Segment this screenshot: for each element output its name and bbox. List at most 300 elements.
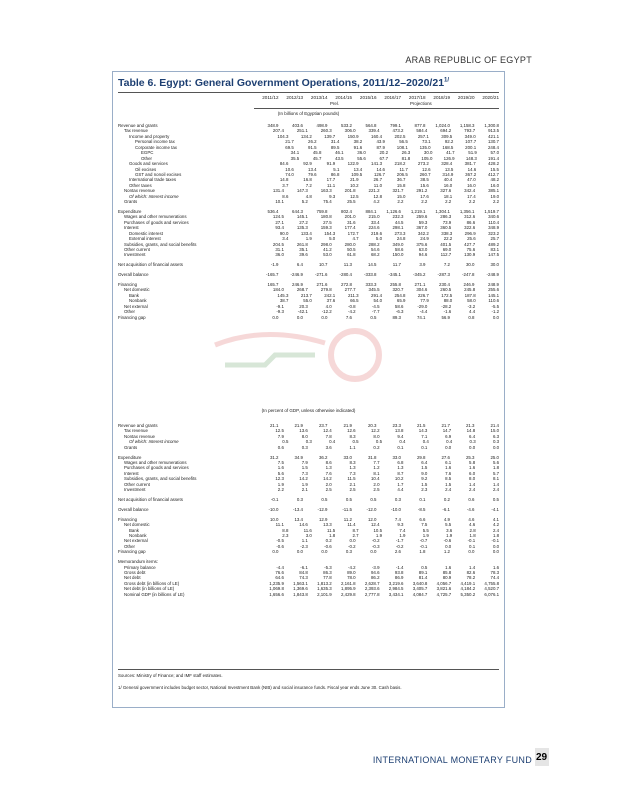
table-cell: 9.2 bbox=[421, 476, 428, 482]
table-cell: 141.3 bbox=[371, 161, 383, 167]
table-cell: 3.6 bbox=[446, 527, 453, 533]
table-cell: 88.0 bbox=[443, 298, 453, 304]
table-cell: 24.9 bbox=[420, 236, 429, 242]
table-cell: 12.3 bbox=[275, 476, 284, 482]
table-cell: 26.7 bbox=[373, 177, 383, 183]
table-cell: 67.7 bbox=[379, 155, 389, 161]
table-cell: -1.4 bbox=[395, 564, 404, 570]
table-cell: 1.9 bbox=[301, 481, 308, 487]
table-cell: 86.6 bbox=[466, 219, 476, 225]
table-cell: -12.9 bbox=[317, 506, 328, 512]
preliminary-label: Prel. bbox=[330, 101, 340, 106]
row-label: Wages and other remunerations bbox=[124, 460, 187, 466]
table-cell: 1.8 bbox=[419, 549, 426, 555]
table-cell: 533.2 bbox=[341, 123, 352, 128]
table-cell: 33.0 bbox=[343, 454, 352, 460]
table-cell: 1,813.2 bbox=[317, 580, 332, 586]
table-cell: 412.7 bbox=[487, 171, 499, 177]
table-cell: 5.0 bbox=[329, 236, 336, 242]
table-cell: 4,725.7 bbox=[436, 591, 452, 597]
table-cell: 4,184.2 bbox=[460, 586, 476, 592]
table-cell: -9.1 bbox=[276, 303, 284, 309]
table-cell: 92.9 bbox=[303, 161, 312, 167]
table-cell: 91.6 bbox=[353, 144, 363, 150]
table-cell: -0.3 bbox=[371, 543, 380, 549]
table-cell: 1.7 bbox=[397, 481, 404, 487]
table-cell: -0.2 bbox=[348, 543, 356, 549]
table-cell: 2.5 bbox=[349, 487, 356, 493]
table-cell: -0.5 bbox=[276, 538, 284, 544]
table-cell: 251.1 bbox=[296, 128, 308, 134]
row-label: Of which: Interest income bbox=[129, 193, 179, 199]
table-cell: 12.8 bbox=[373, 193, 383, 199]
table-cell: 2.2 bbox=[469, 199, 476, 205]
table-cell: 1.6 bbox=[492, 564, 500, 570]
table-row bbox=[118, 445, 499, 450]
table-cell: 172.7 bbox=[347, 230, 359, 236]
table-cell: 1,635.3 bbox=[317, 586, 332, 592]
table-cell: 6.8 bbox=[397, 460, 404, 466]
table-cell: 11.3 bbox=[343, 262, 352, 268]
table-cell: 884.1 bbox=[365, 208, 377, 214]
table-cell: 20.2 bbox=[379, 150, 389, 156]
table-cell: 131.4 bbox=[272, 188, 284, 194]
row-label: Revenue and grants bbox=[118, 423, 158, 428]
table-cell: 18.1 bbox=[443, 193, 453, 199]
table-cell: 112.7 bbox=[440, 252, 452, 258]
table-cell: 1.9 bbox=[399, 533, 406, 538]
table-cell: 1.1 bbox=[349, 444, 356, 450]
page-number: 29 bbox=[536, 752, 548, 763]
table-cell: 1.5 bbox=[301, 465, 308, 471]
table-cell: 12.4 bbox=[323, 428, 332, 434]
table-cell: 55.6 bbox=[357, 155, 366, 161]
table-cell: 104.3 bbox=[277, 133, 289, 139]
table-cell: 15.6 bbox=[420, 182, 429, 188]
table-cell: 799.1 bbox=[390, 123, 401, 128]
table-row bbox=[118, 487, 499, 492]
table-cell: -11.5 bbox=[342, 506, 352, 512]
table-cell: 2,984.5 bbox=[388, 586, 404, 592]
table-cell: 46.1 bbox=[335, 150, 344, 156]
table-cell: 85.8 bbox=[442, 570, 452, 576]
table-cell: 1.8 bbox=[492, 465, 500, 471]
table-cell: 255.8 bbox=[390, 281, 401, 287]
table-cell: 1,300.8 bbox=[484, 123, 499, 128]
table-cell: 759.8 bbox=[316, 208, 328, 214]
table-cell: 63.0 bbox=[418, 247, 428, 253]
table-cell: 21.3 bbox=[465, 423, 475, 428]
table-cell: 0.2 bbox=[373, 444, 380, 450]
table-cell: 2.5 bbox=[325, 487, 332, 493]
table-cell: 4.1 bbox=[492, 516, 499, 522]
table-cell: -28.2 bbox=[441, 303, 452, 309]
table-cell: -1.9 bbox=[270, 262, 279, 268]
table-cell: 6,076.1 bbox=[484, 591, 500, 597]
table-cell: -271.6 bbox=[315, 272, 328, 278]
table-cell: 1,895.9 bbox=[340, 586, 356, 592]
table-cell: 793.7 bbox=[464, 128, 476, 134]
table-cell: 10.6 bbox=[285, 166, 294, 172]
table-cell: 1.5 bbox=[421, 481, 428, 487]
table-cell: 2.2 bbox=[277, 487, 284, 493]
table-cell: -4.2 bbox=[348, 564, 356, 570]
table-cell: 21.1 bbox=[269, 423, 279, 428]
table-cell: 57.0 bbox=[490, 150, 500, 156]
table-cell: 0.3 bbox=[301, 444, 308, 450]
table-cell: 23.7 bbox=[318, 423, 328, 428]
column-year-headers bbox=[254, 95, 499, 100]
table-cell: 7.2 bbox=[443, 262, 450, 268]
table-cell: 23.3 bbox=[392, 423, 401, 428]
table-cell: 56.5 bbox=[399, 139, 408, 145]
table-cell: 2,393.6 bbox=[364, 586, 380, 592]
table-cell: 10.5 bbox=[373, 527, 383, 533]
table-cell: 0.1 bbox=[419, 497, 426, 503]
table-cell: 10.4 bbox=[370, 476, 380, 482]
row-label: Income and property bbox=[129, 133, 170, 139]
table-cell: 105.0 bbox=[421, 155, 433, 161]
table-cell: 0.0 bbox=[492, 444, 500, 450]
table-cell: 2,429.8 bbox=[340, 591, 356, 597]
table-cell: 232.3 bbox=[392, 214, 404, 220]
table-cell: 1.8 bbox=[329, 533, 336, 538]
row-values bbox=[254, 272, 499, 277]
table-cell: 74.4 bbox=[490, 575, 500, 581]
sources-note: Sources: Ministry of Finance; and IMF staff estimates. bbox=[118, 673, 223, 678]
table-cell: 1,219.1 bbox=[410, 208, 426, 214]
table-cell: 1.4 bbox=[469, 481, 476, 487]
table-cell: 130.9 bbox=[464, 252, 476, 258]
table-cell: 309.5 bbox=[441, 133, 453, 139]
table-cell: 5.2 bbox=[301, 199, 308, 205]
column-year-header: 2019/20 bbox=[457, 95, 475, 100]
table-cell: 108.1 bbox=[396, 144, 408, 150]
table-cell: 94.6 bbox=[370, 570, 380, 576]
table-cell: 339.4 bbox=[368, 128, 380, 134]
column-year-header: 2013/14 bbox=[310, 95, 328, 100]
row-label: Investment bbox=[124, 252, 146, 258]
table-cell: 75.4 bbox=[323, 199, 332, 205]
table-cell: 122.9 bbox=[347, 161, 359, 167]
table-cell: 89.1 bbox=[418, 570, 428, 576]
table-cell: 5.0 bbox=[375, 236, 383, 242]
table-cell: -1.6 bbox=[443, 309, 452, 315]
table-cell: 124.5 bbox=[272, 214, 284, 220]
table-cell: 1.3 bbox=[397, 465, 404, 471]
table-cell: 148.3 bbox=[465, 155, 477, 161]
table-cell: 367.2 bbox=[465, 171, 477, 177]
table-cell: 110.4 bbox=[488, 219, 500, 225]
table-cell: -4.2 bbox=[348, 309, 356, 315]
table-cell: -12.0 bbox=[366, 506, 377, 512]
table-cell: 3.9 bbox=[419, 262, 426, 268]
table-cell: 25.6 bbox=[467, 236, 476, 242]
running-header-country: ARAB REPUBLIC OF EGYPT bbox=[405, 55, 532, 65]
table-cell: 255.6 bbox=[488, 287, 500, 293]
table-cell: 13.5 bbox=[444, 166, 454, 172]
row-label: Domestic interest bbox=[129, 230, 163, 236]
table-cell: 160.4 bbox=[371, 133, 383, 139]
table-cell: 5.6 bbox=[492, 460, 500, 466]
table-cell: 41.7 bbox=[446, 150, 455, 156]
table-cell: 31.1 bbox=[275, 247, 284, 253]
table-section-gdp bbox=[118, 423, 499, 597]
table-cell: 43.9 bbox=[376, 139, 385, 145]
table-cell: 27.6 bbox=[441, 454, 450, 460]
table-cell: 4,419.1 bbox=[460, 580, 476, 586]
table-cell: 7.9 bbox=[277, 433, 284, 439]
table-cell: 7.3 bbox=[349, 470, 356, 476]
table-cell: 21.7 bbox=[441, 423, 450, 428]
table-cell: 1.8 bbox=[469, 533, 476, 538]
table-cell: 154.3 bbox=[324, 230, 336, 236]
table-cell: 134.2 bbox=[300, 133, 312, 139]
table-cell: 8.1 bbox=[373, 470, 380, 476]
table-cell: 342.4 bbox=[464, 188, 476, 194]
table-cell: -0.1 bbox=[270, 497, 279, 503]
table-cell: 333.3 bbox=[365, 281, 377, 287]
table-cell: 0.5 bbox=[370, 497, 377, 503]
table-cell: 0.1 bbox=[397, 444, 404, 450]
row-label: Interest bbox=[124, 470, 139, 476]
table-cell: 36.0 bbox=[275, 252, 284, 258]
table-cell: -6.1 bbox=[442, 506, 450, 512]
table-cell: 10.1 bbox=[275, 199, 284, 205]
table-cell: 2,628.7 bbox=[364, 580, 380, 586]
table-cell: 877.8 bbox=[414, 123, 426, 128]
row-label: Tax revenue bbox=[124, 428, 148, 434]
unit-label-billions: (In billions of Egyptian pounds) bbox=[277, 111, 340, 116]
table-cell: 2.4 bbox=[492, 527, 500, 533]
table-cell: 47.0 bbox=[467, 177, 476, 183]
footer-rule bbox=[118, 669, 499, 670]
row-label: Investment bbox=[124, 487, 146, 493]
table-cell: 84.6 bbox=[279, 161, 289, 167]
table-cell: 126.9 bbox=[443, 155, 455, 161]
table-cell: 0.1 bbox=[421, 444, 428, 450]
table-cell: 126.7 bbox=[373, 171, 385, 177]
table-cell: 0.5 bbox=[282, 439, 289, 445]
table-cell: 7.5 bbox=[421, 522, 428, 528]
table-cell: -10.0 bbox=[268, 506, 279, 512]
table-cell: 348.9 bbox=[267, 123, 279, 128]
table-cell: -0.6 bbox=[324, 543, 332, 549]
row-label: Expenditure bbox=[118, 454, 142, 460]
table-cell: 1.2 bbox=[373, 465, 380, 471]
table-cell: 288.2 bbox=[368, 241, 380, 247]
table-cell: 93.4 bbox=[275, 225, 284, 231]
table-cell: 25.3 bbox=[465, 454, 475, 460]
table-cell: 86.2 bbox=[370, 575, 380, 581]
table-cell: 0.5 bbox=[352, 439, 359, 445]
row-values bbox=[260, 487, 499, 492]
table-cell: 11.4 bbox=[347, 522, 356, 528]
table-cell: 89.5 bbox=[330, 144, 340, 150]
table-cell: 327.6 bbox=[440, 188, 452, 194]
table-cell: -12.2 bbox=[321, 309, 332, 315]
table-cell: 27.2 bbox=[299, 219, 308, 225]
table-cell: 328.4 bbox=[441, 161, 453, 167]
table-cell: 7.4 bbox=[399, 527, 406, 533]
table-cell: 37.6 bbox=[326, 298, 336, 304]
table-cell: 86.3 bbox=[323, 570, 332, 576]
table-cell: 4.2 bbox=[492, 522, 500, 528]
row-label: Financing bbox=[118, 516, 138, 522]
table-cell: 14.6 bbox=[299, 522, 308, 528]
row-label: Net external bbox=[124, 538, 148, 544]
table-cell: 4,520.7 bbox=[484, 586, 500, 592]
table-cell: 8.3 bbox=[349, 460, 356, 466]
table-cell: 0.4 bbox=[399, 439, 406, 445]
table-cell: 73.9 bbox=[442, 219, 452, 225]
table-cell: 3,821.6 bbox=[436, 586, 452, 592]
table-cell: 35.1 bbox=[299, 247, 308, 253]
table-cell: 291.2 bbox=[416, 188, 428, 194]
row-label: Wages and other remunerations bbox=[124, 214, 187, 220]
table-cell: 304.6 bbox=[416, 287, 428, 293]
table-cell: 8.6 bbox=[325, 460, 332, 466]
table-cell: 473.2 bbox=[392, 128, 404, 134]
table-cell: 1.5 bbox=[445, 481, 452, 487]
table-cell: 271.1 bbox=[414, 281, 426, 287]
row-label: Nontax revenue bbox=[124, 188, 155, 194]
table-cell: 1.6 bbox=[445, 465, 452, 471]
table-cell: 4.6 bbox=[468, 516, 475, 522]
table-cell: 14.3 bbox=[418, 428, 428, 434]
table-cell: 76.6 bbox=[275, 570, 284, 576]
table-cell: 1,126.6 bbox=[386, 208, 401, 214]
column-year-header: 2011/12 bbox=[262, 95, 279, 100]
table-cell: 65.9 bbox=[396, 298, 406, 304]
table-cell: 2.6 bbox=[394, 549, 401, 555]
table-cell: 4.6 bbox=[469, 522, 476, 528]
table-cell: 145.1 bbox=[488, 292, 500, 298]
table-cell: 5.5 bbox=[445, 522, 452, 528]
table-cell: 11.1 bbox=[326, 182, 336, 188]
table-cell: 0.4 bbox=[329, 439, 336, 445]
table-cell: 58.6 bbox=[394, 247, 404, 253]
table-cell: 34.1 bbox=[290, 150, 300, 156]
table-cell: 280.0 bbox=[344, 241, 356, 247]
table-cell: 421.1 bbox=[488, 133, 500, 139]
table-cell: 21.7 bbox=[285, 139, 294, 145]
table-cell: -6.3 bbox=[395, 309, 404, 315]
table-cell: -345.2 bbox=[413, 272, 426, 278]
table-cell: 7.4 bbox=[394, 516, 401, 522]
table-cell: 321.7 bbox=[392, 188, 404, 194]
row-label: International trade taxes bbox=[129, 177, 177, 183]
column-year-header: 2017/18 bbox=[408, 95, 426, 100]
table-cell: 0.0 bbox=[296, 549, 303, 555]
table-cell: 3.7 bbox=[282, 182, 289, 188]
table-cell: 201.8 bbox=[344, 188, 356, 194]
table-cell: -29.0 bbox=[417, 303, 428, 309]
table-cell: 2.8 bbox=[469, 527, 476, 533]
table-cell: 74.0 bbox=[285, 171, 294, 177]
table-row bbox=[118, 549, 499, 554]
table-cell: 87.9 bbox=[376, 144, 385, 150]
table-cell: 6.6 bbox=[419, 516, 426, 522]
table-cell: 12.5 bbox=[275, 428, 284, 434]
table-cell: 536.4 bbox=[267, 208, 279, 214]
header-underline bbox=[254, 108, 499, 109]
table-cell: 36.2 bbox=[318, 454, 328, 460]
table-cell: -5.3 bbox=[324, 564, 332, 570]
table-cell: -287.3 bbox=[437, 272, 450, 278]
table-cell: -280.4 bbox=[339, 272, 352, 278]
table-title-footnote-ref: 1/ bbox=[444, 77, 450, 84]
table-cell: 8.0 bbox=[373, 433, 380, 439]
table-cell: 21.9 bbox=[343, 423, 352, 428]
table-cell: 246.9 bbox=[292, 281, 303, 287]
table-cell: 584.4 bbox=[416, 128, 428, 134]
table-cell: 163.3 bbox=[320, 188, 332, 194]
table-cell: 50.5 bbox=[347, 247, 356, 253]
table-cell: 191.4 bbox=[488, 155, 500, 161]
table-cell: 213.7 bbox=[300, 292, 312, 298]
table-cell: 5.6 bbox=[277, 470, 284, 476]
table-cell: -6.1 bbox=[300, 564, 308, 570]
table-cell: 86.8 bbox=[330, 171, 340, 177]
table-cell: 268.7 bbox=[296, 287, 308, 293]
table-cell: 8.7 bbox=[397, 470, 404, 476]
table-cell: 58.6 bbox=[394, 303, 404, 309]
table-cell: 40.4 bbox=[443, 177, 453, 183]
unit-label-gdp: (In percent of GDP, unless otherwise indicated) bbox=[261, 408, 356, 413]
table-cell: 4.2 bbox=[373, 199, 380, 205]
table-cell: -4.5 bbox=[371, 303, 380, 309]
row-label: Net domestic bbox=[124, 287, 150, 293]
row-label: GST and nonoil excises bbox=[135, 171, 182, 177]
table-cell: 381.7 bbox=[464, 161, 476, 167]
table-cell: 3.6 bbox=[325, 444, 332, 450]
table-cell: 6.0 bbox=[469, 470, 476, 476]
table-cell: 36.0 bbox=[357, 150, 366, 156]
table-cell: 17.4 bbox=[467, 193, 476, 199]
table-cell: 7.6 bbox=[345, 314, 352, 320]
table-cell: 16.0 bbox=[443, 182, 453, 188]
row-label: Subsidies, grants, and social benefits bbox=[124, 241, 197, 247]
table-cell: 257.1 bbox=[417, 133, 429, 139]
column-year-header: 2012/13 bbox=[286, 95, 303, 100]
table-cell: 30.0 bbox=[490, 262, 499, 268]
table-cell: 8.7 bbox=[352, 527, 359, 533]
table-cell: 177.4 bbox=[344, 225, 356, 231]
table-cell: 2.4 bbox=[492, 487, 500, 493]
table-cell: 498.9 bbox=[316, 123, 328, 128]
table-cell: 14.5 bbox=[367, 262, 377, 268]
table-cell: 14.6 bbox=[376, 166, 385, 172]
row-label: External interest bbox=[129, 236, 161, 242]
table-cell: 135.3 bbox=[296, 225, 308, 231]
table-cell: 0.0 bbox=[468, 549, 475, 555]
table-cell: -0.6 bbox=[443, 538, 452, 544]
table-cell: 78.3 bbox=[490, 570, 500, 576]
table-cell: 272.8 bbox=[341, 281, 352, 287]
table-cell: -4.4 bbox=[276, 564, 284, 570]
table-cell: 694.2 bbox=[440, 128, 452, 134]
table-cell: 15.8 bbox=[396, 182, 406, 188]
table-cell: 14.7 bbox=[442, 428, 452, 434]
table-cell: 4.4 bbox=[397, 487, 404, 493]
table-cell: 4,755.8 bbox=[484, 580, 500, 586]
row-label: Gross debt bbox=[124, 570, 146, 576]
table-cell: 1,304.1 bbox=[435, 208, 450, 214]
table-title-text: Table 6. Egypt: General Government Operations, 2011/12–2020/21 bbox=[118, 77, 445, 89]
table-row bbox=[118, 252, 499, 257]
table-cell: 367.0 bbox=[416, 225, 428, 231]
